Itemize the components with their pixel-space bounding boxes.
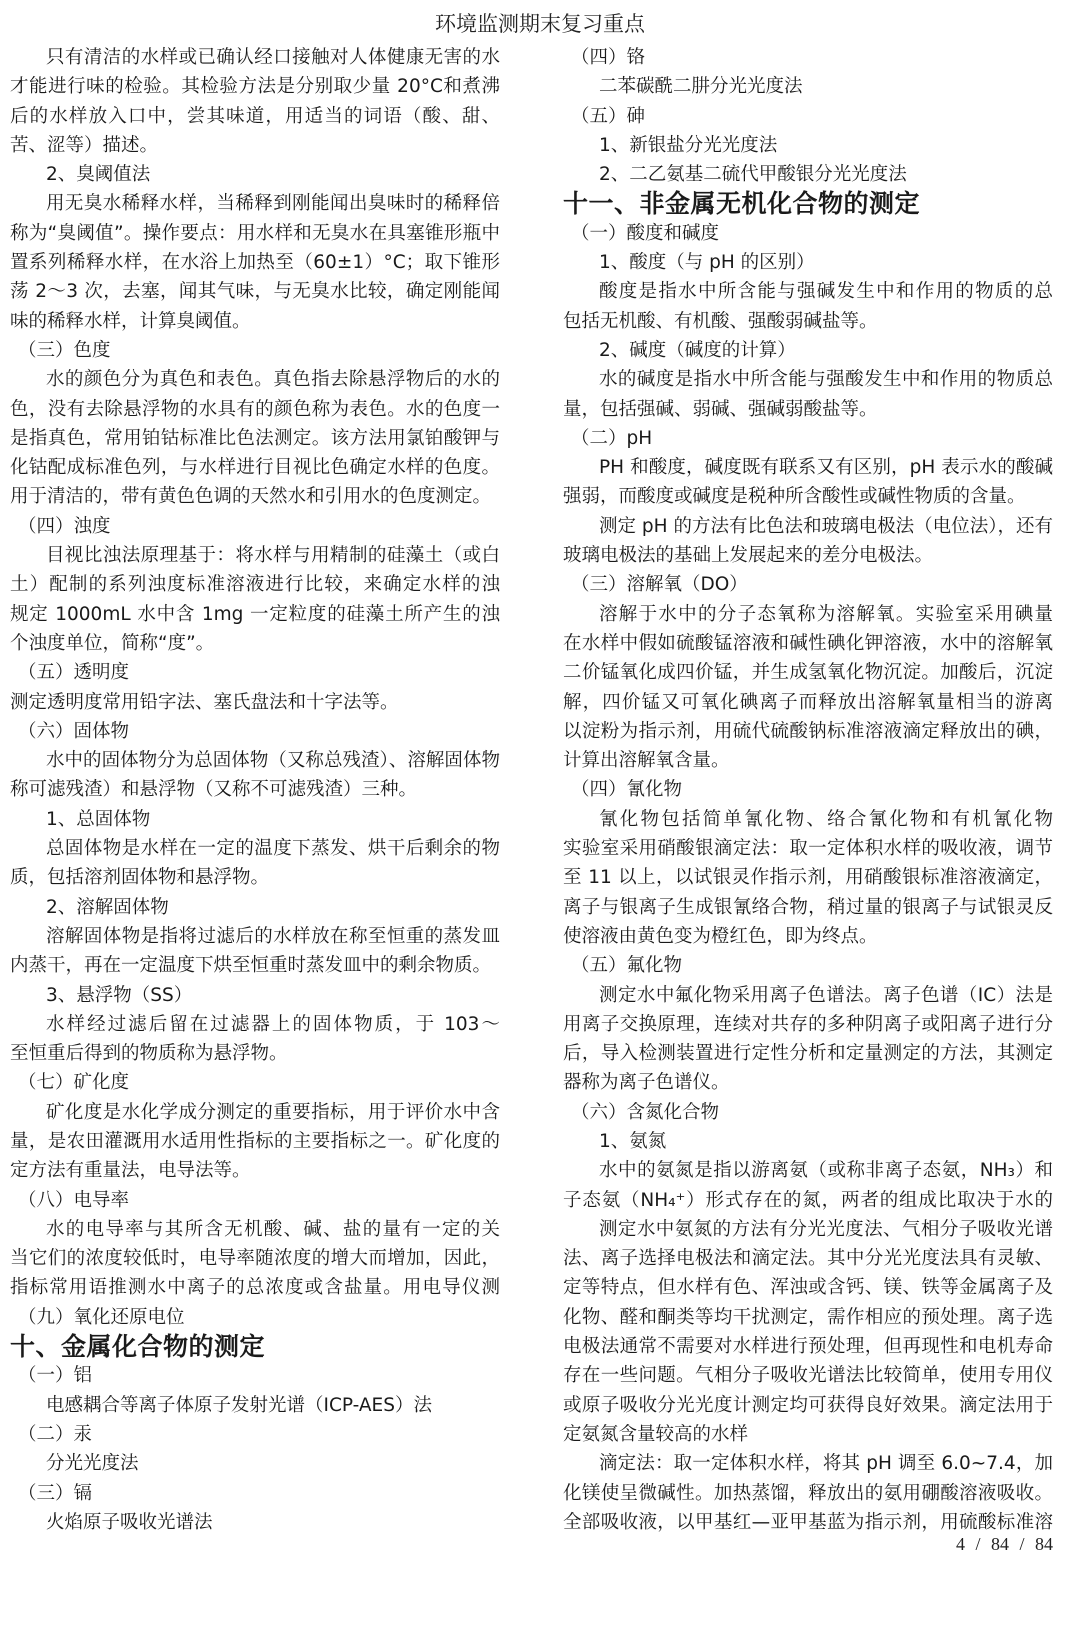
text-line: 解，四价锰又可氧化碘离子而释放出溶解氧量相当的游离 [563, 691, 1053, 713]
text-line: 氰化物包括简单氰化物、络合氰化物和有机氰化物 [599, 808, 1053, 830]
subsection-heading: （三）色度 [18, 339, 111, 361]
text-line: 定氨氮含量较高的水样 [563, 1423, 749, 1445]
section-heading: 十一、非金属无机化合物的测定 [563, 189, 921, 219]
text-line: 总固体物是水样在一定的温度下蒸发、烘干后剩余的物 [46, 838, 500, 860]
subsection-heading: 1、新银盐分光光度法 [599, 134, 778, 156]
text-line: 计算出溶解氧含量。 [563, 750, 730, 772]
subsection-heading: （五）氟化物 [571, 955, 683, 977]
text-line: 土）配制的系列浊度标准溶液进行比较，来确定水样的浊 [10, 574, 500, 596]
text-line: 至 11 以上，以试银灵作指示剂，用硝酸银标准溶液滴定， [563, 867, 1053, 889]
text-line: 分光光度法 [46, 1453, 139, 1475]
text-line: 使溶液由黄色变为橙红色，即为终点。 [563, 925, 878, 947]
text-line: 2、碱度（碱度的计算） [599, 339, 796, 361]
text-line: 水的碱度是指水中所含能与强酸发生中和作用的物质总 [599, 369, 1053, 391]
text-line: 二苯碳酰二肼分光光度法 [599, 76, 803, 98]
text-line: 酸度是指水中所含能与强碱发生中和作用的物质的总 [599, 281, 1053, 303]
subsection-heading: （三）溶解氧（DO） [571, 574, 748, 596]
text-line: 水中的固体物分为总固体物（又称总残渣）、溶解固体物 [46, 750, 500, 772]
subsection-heading: （六）含氮化合物 [571, 1101, 720, 1123]
text-line: 法、离子选择电极法和滴定法。其中分光光度法具有灵敏、 [563, 1248, 1053, 1270]
text-line: 水样经过滤后留在过滤器上的固体物质，于 103～ [46, 1013, 500, 1035]
subsection-heading: 3、悬浮物（SS） [46, 984, 193, 1006]
text-line: 才能进行味的检验。其检验方法是分别取少量 20°C和煮沸 [10, 76, 500, 98]
text-line: 只有清洁的水样或已确认经口接触对人体健康无害的水 [46, 47, 500, 68]
text-line: 测定水中氟化物采用离子色谱法。离子色谱（IC）法是 [599, 984, 1053, 1006]
subsection-heading: （四）铬 [571, 47, 646, 68]
text-line: 电感耦合等离子体原子发射光谱（ICP-AES）法 [46, 1394, 432, 1416]
text-line: 色，没有去除悬浮物的水具有的颜色称为表色。水的色度一 [10, 398, 500, 420]
subsection-heading: （五）砷 [571, 105, 646, 127]
text-line: 以淀粉为指示剂，用硫代硫酸钠标准溶液滴定释放出的碘， [563, 720, 1053, 742]
text-line: 或原子吸收分光光度计测定均可获得良好效果。滴定法用于 [563, 1394, 1053, 1416]
text-line: 内蒸干，再在一定温度下烘至恒重时蒸发皿中的剩余物质。 [10, 955, 492, 977]
subsection-heading: （三）镉 [18, 1482, 93, 1504]
text-line: 测定 pH 的方法有比色法和玻璃电极法（电位法），还有 [599, 515, 1053, 537]
text-line: 定等特点，但水样有色、浑浊或含钙、镁、铁等金属离子及 [563, 1277, 1053, 1299]
text-line: 量，是农田灌溉用水适用性指标的主要指标之一。矿化度的 [10, 1130, 500, 1152]
text-line: 当它们的浓度较低时，电导率随浓度的增大而增加，因此， [10, 1248, 500, 1270]
text-line: 水的电导率与其所含无机酸、碱、盐的量有一定的关 [46, 1218, 500, 1240]
subsection-heading: （六）固体物 [18, 720, 130, 742]
text-line: 用离子交换原理，连续对共存的多种阴离子或阳离子进行分 [563, 1013, 1053, 1035]
text-line: 实验室采用硝酸银滴定法：取一定体积水样的吸收液，调节 [563, 838, 1053, 860]
text-line: 至恒重后得到的物质称为悬浮物。 [10, 1043, 288, 1065]
text-line: 置系列稀释水样，在水浴上加热至（60±1）°C；取下锥形 [10, 252, 500, 274]
right-text-column [563, 43, 1053, 1537]
subsection-heading: 2、溶解固体物 [46, 896, 169, 918]
page-number: 4 / 84 / 84 [955, 1534, 1053, 1554]
text-line: 个浊度单位，简称“度”。 [10, 632, 215, 654]
text-line: 量，包括强碱、弱碱、强碱弱酸盐等。 [563, 398, 878, 420]
section-heading: 十、金属化合物的测定 [10, 1332, 266, 1362]
text-line: PH 和酸度，碱度既有联系又有区别，pH 表示水的酸碱 [599, 457, 1053, 479]
text-line: 苦、涩等）描述。 [10, 134, 159, 156]
text-line: 测定透明度常用铅字法、塞氏盘法和十字法等。 [10, 691, 399, 713]
text-line: 器称为离子色谱仪。 [563, 1072, 730, 1094]
text-line: 化钴配成标准色列，与水样进行目视比色确定水样的色度。 [10, 457, 500, 479]
subsection-heading: （四）浊度 [18, 515, 111, 537]
text-line: 味的稀释水样，计算臭阈值。 [10, 310, 251, 332]
text-line: 存在一些问题。气相分子吸收光谱法比较简单，使用专用仪 [563, 1365, 1053, 1387]
text-line: 1、氨氮 [599, 1130, 667, 1152]
text-line: 火焰原子吸收光谱法 [46, 1511, 213, 1533]
text-line: 指标常用语推测水中离子的总浓度或含盐量。用电导仪测 [10, 1277, 500, 1299]
subsection-heading: 2、臭阈值法 [46, 164, 151, 186]
subsection-heading: （二）pH [571, 427, 653, 449]
text-line: 质，包括溶剂固体物和悬浮物。 [10, 867, 270, 889]
subsection-heading: （五）透明度 [18, 662, 130, 684]
text-line: 后，导入检测装置进行定性分析和定量测定的方法，其测定 [563, 1043, 1053, 1065]
text-line: 强弱，而酸度或碱度是税种所含酸性或碱性物质的含量。 [563, 486, 1026, 508]
text-line: 化镁使呈微碱性。加热蒸馏，释放出的氨用硼酸溶液吸收。 [563, 1482, 1053, 1504]
text-line: 离子与银离子生成银氰络合物，稍过量的银离子与试银灵反 [563, 896, 1053, 918]
subsection-heading: （一）铝 [18, 1365, 93, 1387]
text-line: 水的颜色分为真色和表色。真色指去除悬浮物后的水的 [46, 369, 500, 391]
subsection-heading: （二）汞 [18, 1423, 93, 1445]
subsection-heading: （九）氧化还原电位 [18, 1306, 185, 1328]
text-line: 目视比浊法原理基于：将水样与用精制的硅藻土（或白 [46, 545, 500, 567]
text-line: 水中的氨氮是指以游离氨（或称非离子态氨，NH₃）和 [599, 1160, 1053, 1182]
subsection-heading: （八）电导率 [18, 1189, 130, 1211]
text-line: 在水样中假如硫酸锰溶液和碱性碘化钾溶液，水中的溶解氧 [563, 632, 1053, 654]
text-line: 荡 2～3 次，去塞，闻其气味，与无臭水比较，确定刚能闻 [10, 281, 500, 303]
text-line: 二价锰氧化成四价锰，并生成氢氧化物沉淀。加酸后，沉淀 [563, 662, 1053, 684]
text-line: 定方法有重量法，电导法等。 [10, 1160, 251, 1182]
text-line: 用无臭水稀释水样，当稀释到刚能闻出臭味时的稀释倍 [46, 193, 500, 215]
document-title: 环境监测期末复习重点 [435, 12, 645, 36]
text-line: 滴定法：取一定体积水样，将其 pH 调至 6.0~7.4，加 [599, 1453, 1053, 1475]
text-line: 是指真色，常用铂钴标准比色法测定。该方法用氯铂酸钾与 [10, 427, 500, 449]
subsection-heading: （四）氰化物 [571, 779, 683, 801]
text-line: 全部吸收液，以甲基红—亚甲基蓝为指示剂，用硫酸标准溶 [563, 1511, 1053, 1533]
text-line: 1、酸度（与 pH 的区别） [599, 252, 815, 274]
text-line: 用于清洁的，带有黄色色调的天然水和引用水的色度测定。 [10, 486, 492, 508]
text-line: 后的水样放入口中，尝其味道，用适当的词语（酸、甜、 [10, 105, 500, 127]
text-line: 溶解固体物是指将过滤后的水样放在称至恒重的蒸发皿 [46, 925, 500, 947]
text-line: 称为“臭阈值”。操作要点：用水样和无臭水在具塞锥形瓶中 [10, 222, 500, 244]
subsection-heading: （一）酸度和碱度 [571, 222, 720, 244]
text-line: 规定 1000mL 水中含 1mg 一定粒度的硅藻土所产生的浊 [10, 603, 500, 625]
text-line: 溶解于水中的分子态氧称为溶解氧。实验室采用碘量 [599, 603, 1053, 625]
text-line: 称可滤残渣）和悬浮物（又称不可滤残渣）三种。 [10, 779, 418, 801]
text-line: 子态氨（NH₄⁺）形式存在的氮，两者的组成比取决于水的 [563, 1189, 1053, 1211]
text-line: 电极法通常不需要对水样进行预处理，但再现性和电机寿命 [563, 1336, 1053, 1358]
text-line: 化物、醛和酮类等均干扰测定，需作相应的预处理。离子选 [563, 1306, 1053, 1328]
subsection-heading: 2、二乙氨基二硫代甲酸银分光光度法 [599, 164, 907, 186]
subsection-heading: （七）矿化度 [18, 1072, 130, 1094]
text-line: 测定水中氨氮的方法有分光光度法、气相分子吸收光谱 [599, 1218, 1053, 1240]
subsection-heading: 1、总固体物 [46, 808, 151, 830]
text-line: 包括无机酸、有机酸、强酸弱碱盐等。 [563, 310, 878, 332]
text-line: 矿化度是水化学成分测定的重要指标，用于评价水中含 [46, 1101, 500, 1123]
text-line: 玻璃电极法的基础上发展起来的差分电极法。 [563, 545, 934, 567]
left-text-column [10, 43, 500, 1537]
